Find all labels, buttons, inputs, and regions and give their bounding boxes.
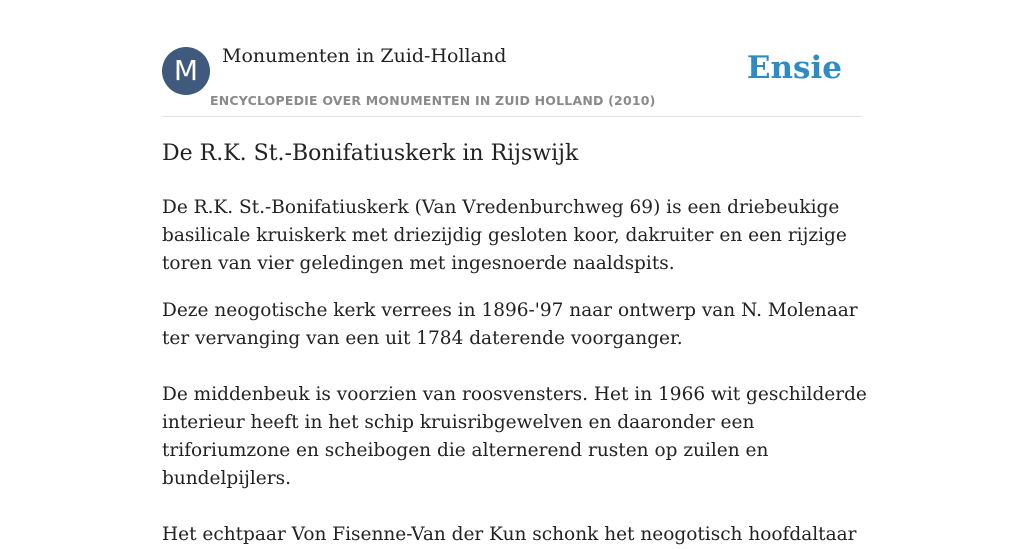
article-paragraph: De middenbeuk is voorzien van roosvensters. Het in 1966 wit geschilderde interieur heeft in het schip kruisribgewelven en daaronder een triforiumzone en scheibogen die alternerend rusten op zuilen en bundelpijlers. [162,384,867,489]
source-header [162,0,862,117]
article [162,138,872,549]
ensie-logo[interactable]: Ensie [746,50,842,86]
avatar[interactable]: M [162,47,210,95]
source-subtitle: ENCYCLOPEDIE OVER MONUMENTEN IN ZUID HOLLAND (2010) [210,93,656,108]
article-paragraph: Het echtpaar Von Fisenne-Van der Kun schonk het neogotisch hoofdaltaar [162,524,857,545]
article-paragraph: Deze neogotische kerk verrees in 1896-'97 naar ontwerp van N. Molenaar ter vervanging van een uit 1784 daterende voorganger. [162,300,858,349]
article-paragraph: De R.K. St.-Bonifatiuskerk (Van Vredenburchweg 69) is een driebeukige basilicale kruiskerk met driezijdig gesloten koor, dakruiter en een rijzige toren van vier geledingen met ingesnoerde naaldspits. [162,197,847,274]
source-title[interactable]: Monumenten in Zuid-Holland [222,45,507,67]
article-title: De R.K. St.-Bonifatiuskerk in Rijswijk [162,141,579,166]
